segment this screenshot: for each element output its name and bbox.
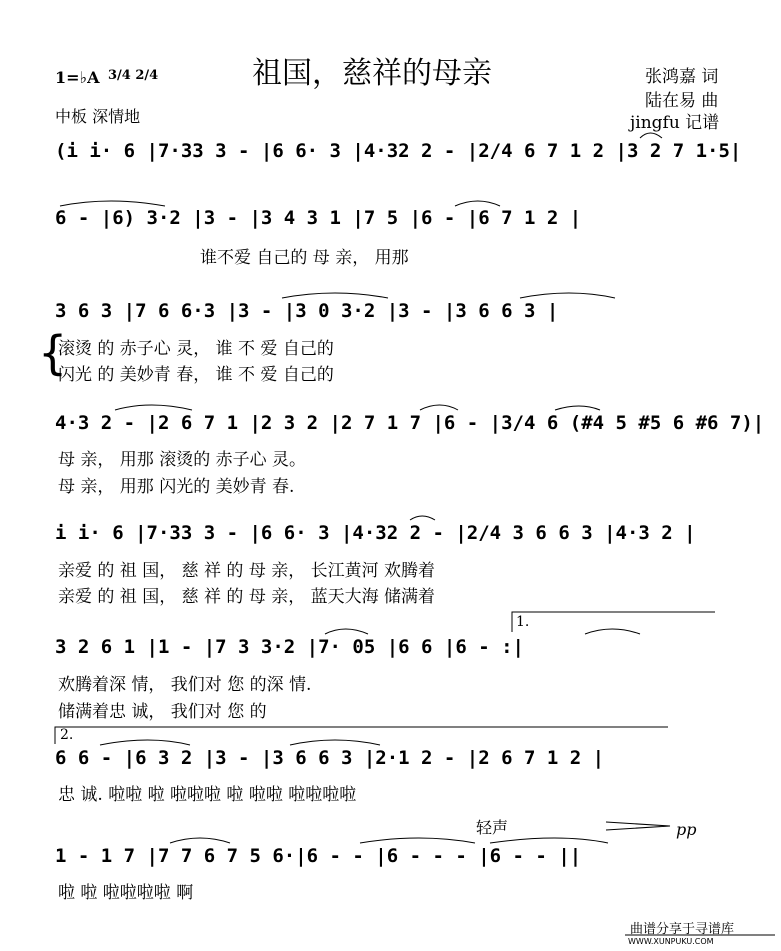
verse-brace: { — [38, 326, 68, 380]
tempo-marking: 中板 深情地 — [55, 107, 141, 126]
lyricist-credit: 张鸿嘉 词 — [645, 67, 719, 87]
slur-mark — [520, 293, 615, 298]
lyrics-row-6-verse-2: 储满着忠 诚， 我们对 您 的 — [58, 702, 267, 722]
score-row-7: 6 6 - |6 3 2 |3 - |3 6 6 3 |2·1 2 - |2 6 7 1 2 | — [55, 747, 605, 769]
lyrics-row-5-verse-2: 亲爱 的 祖 国， 慈 祥 的 母 亲， 蓝天大海 储满着 — [58, 587, 436, 607]
key-signature: 1=♭A — [55, 68, 100, 87]
lyrics-row-5-verse-1: 亲爱 的 祖 国， 慈 祥 的 母 亲， 长江黄河 欢腾着 — [58, 561, 436, 581]
dynamic-pp: pp — [676, 820, 697, 839]
score-row-6: 3 2 6 1 |1 - |7 3 3·2 |7· 05 |6 6 |6 - :| — [55, 636, 524, 658]
volta-2-label: 2. — [60, 727, 74, 743]
score-row-3: 3 6 3 |7 6 6·3 |3 - |3 0 3·2 |3 - |3 6 6 3 | — [55, 300, 559, 322]
composer-credit: 陆在易 曲 — [645, 91, 719, 111]
lyrics-row-7: 忠 诚. 啦啦 啦 啦啦啦 啦 啦啦 啦啦啦啦 — [58, 785, 357, 805]
diminuendo-hairpin — [606, 822, 670, 830]
slur-mark — [282, 293, 388, 298]
lyrics-row-3-verse-1: 滚烫 的 赤子心 灵， 谁 不 爱 自己的 — [58, 339, 334, 359]
lyrics-row-8: 啦 啦 啦啦啦啦 啊 — [58, 883, 194, 903]
score-row-8: 1 - 1 7 |7 7 6 7 5 6·|6 - - |6 - - - |6 - - || — [55, 845, 582, 867]
volta-1-label: 1. — [516, 614, 530, 630]
soft-voice-mark: 轻声 — [476, 818, 509, 837]
slur-mark — [170, 838, 230, 843]
slur-mark — [455, 201, 500, 206]
footer-credit: 曲谱分享于寻谱库 — [630, 922, 735, 937]
score-row-1: (i i· 6 |7·33 3 - |6 6· 3 |4·32 2 - |2/4 6 7 1 2 |3 2 7 1·5| — [55, 140, 742, 162]
slur-mark — [555, 406, 600, 410]
slur-mark — [410, 516, 435, 520]
footer-url: WWW.XUNPUKU.COM — [628, 937, 714, 946]
time-signature: 3/4 2/4 — [108, 68, 159, 83]
slur-mark — [100, 740, 190, 745]
slur-mark — [60, 201, 165, 206]
slur-mark — [420, 405, 458, 410]
transcriber-credit: jingfu 记谱 — [630, 113, 720, 133]
lyrics-row-6-verse-1: 欢腾着深 情， 我们对 您 的深 情. — [58, 675, 312, 695]
lyrics-row-4-verse-1: 母 亲， 用那 滚烫的 赤子心 灵。 — [58, 450, 307, 470]
score-row-4: 4·3 2 - |2 6 7 1 |2 3 2 |2 7 1 7 |6 - |3/4 6 (#4 5 #5 6 #6 7)| — [55, 412, 765, 434]
slur-mark — [325, 629, 368, 634]
slur-mark — [585, 629, 640, 634]
slur-mark — [490, 838, 608, 843]
lyrics-row-4-verse-2: 母 亲， 用那 闪光的 美妙青 春. — [58, 477, 295, 497]
slur-mark — [115, 405, 192, 410]
slur-mark — [290, 740, 380, 745]
slur-mark — [360, 838, 475, 843]
lyrics-row-2-verse-1: 谁不爱 自己的 母 亲， 用那 — [200, 248, 409, 268]
score-row-5: i i· 6 |7·33 3 - |6 6· 3 |4·32 2 - |2/4 3 6 6 3 |4·3 2 | — [55, 522, 696, 544]
slur-mark — [640, 133, 662, 138]
song-title: 祖国，慈祥的母亲 — [252, 56, 492, 91]
lyrics-row-3-verse-2: 闪光 的 美妙青 春， 谁 不 爱 自己的 — [58, 365, 334, 385]
score-row-2: 6 - |6) 3·2 |3 - |3 4 3 1 |7 5 |6 - |6 7 1 2 | — [55, 207, 582, 229]
